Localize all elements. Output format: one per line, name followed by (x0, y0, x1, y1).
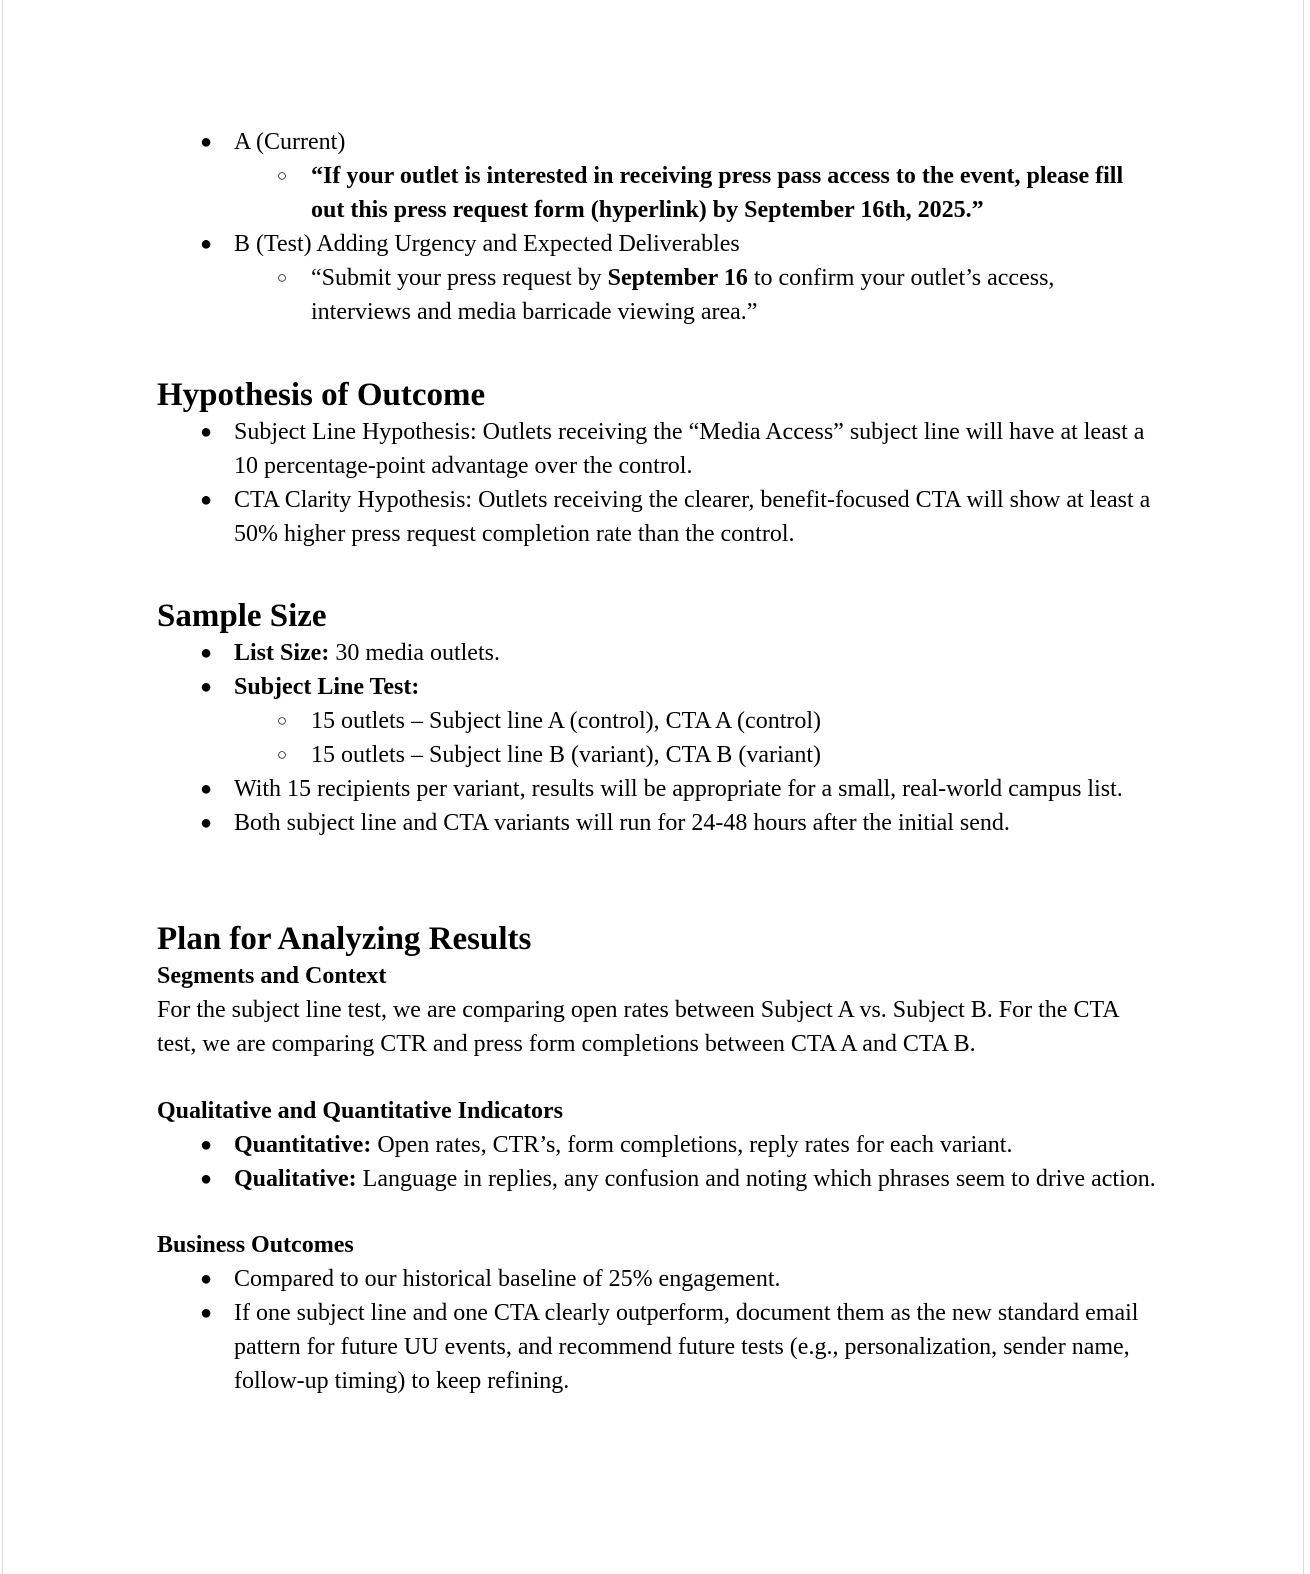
business-outcomes-heading: Business Outcomes (157, 1232, 354, 1258)
list-item (157, 483, 1157, 551)
variant-b-quote-end: to confirm your outlet’s access, interviews and media barricade viewing area.” (311, 265, 1055, 325)
list-size-value: 30 media outlets. (329, 640, 500, 666)
list-item (157, 1128, 1157, 1162)
bullet-icon: ● (199, 1302, 213, 1324)
duration-note: Both subject line and CTA variants will run for 24-48 hours after the initial send. (234, 810, 1010, 836)
list-item (157, 1262, 1157, 1296)
bullet-icon: ● (199, 421, 213, 443)
indicators-heading: Qualitative and Quantitative Indicators (157, 1098, 564, 1124)
variant-b-sublist (234, 261, 1157, 329)
standard-pattern-outcome: If one subject line and one CTA clearly outperform, document them as the new standard email pattern for future UU events, and recommend future tests (e.g., personalization, sender name, follow-up timing) to keep refining. (234, 1300, 1139, 1394)
list-item (157, 1296, 1157, 1398)
variant-a-label: A (Current) (234, 129, 346, 155)
list-item (157, 415, 1157, 483)
variant-a-quote: “If your outlet is interested in receiving press pass access to the event, please fill out this press request form (hyperlink) by September 16th, 2025.” (311, 163, 1124, 223)
bullet-icon: ● (199, 642, 213, 664)
bullet-icon: ● (199, 233, 213, 255)
list-item (234, 704, 1157, 738)
list-item (157, 806, 1157, 840)
segments-text: For the subject line test, we are comparing open rates between Subject A vs. Subject B. For the CTA test, we are comparing CTR and press form completions between CTA A and CTA B. (157, 997, 1119, 1057)
bullet-icon: ● (199, 1168, 213, 1190)
subject-line-test-label: Subject Line Test: (234, 674, 420, 700)
bullet-icon: ● (199, 778, 213, 800)
list-size-label: List Size: (234, 640, 330, 666)
sample-size-list (157, 636, 1157, 840)
bullet-icon: ● (199, 676, 213, 698)
variant-b-quote-start: “Submit your press request by (311, 265, 608, 291)
hollow-bullet-icon: ○ (276, 711, 288, 730)
split-group-b: 15 outlets – Subject line B (variant), CTA B (variant) (311, 742, 821, 768)
sample-size-heading: Sample Size (157, 598, 327, 634)
list-item (157, 125, 1157, 227)
variant-b-label: B (Test) Adding Urgency and Expected Deliverables (234, 231, 740, 257)
list-item (157, 1162, 1157, 1196)
recipients-note: With 15 recipients per variant, results will be appropriate for a small, real-world campus list. (234, 776, 1123, 802)
hypothesis-heading: Hypothesis of Outcome (157, 377, 486, 413)
document-body (157, 125, 1157, 1398)
list-item (157, 636, 1157, 670)
list-item (157, 772, 1157, 806)
bullet-icon: ● (199, 812, 213, 834)
hollow-bullet-icon: ○ (276, 166, 288, 185)
bullet-icon: ● (199, 1134, 213, 1156)
hypothesis-subject-line: Subject Line Hypothesis: Outlets receiving the “Media Access” subject line will have at least a 10 percentage-point advantage over the control. (234, 419, 1145, 479)
list-item (157, 670, 1157, 772)
hollow-bullet-icon: ○ (276, 745, 288, 764)
variant-list (157, 125, 1157, 329)
bullet-icon: ● (199, 489, 213, 511)
list-item (234, 159, 1157, 227)
hypothesis-cta: CTA Clarity Hypothesis: Outlets receiving the clearer, benefit-focused CTA will show at least a 50% higher press request completion rate than the control. (234, 487, 1151, 547)
analysis-heading: Plan for Analyzing Results (157, 921, 532, 957)
business-outcomes-list (157, 1262, 1157, 1398)
variant-b-quote-date: September 16 (607, 265, 748, 291)
qualitative-label: Qualitative: (234, 1166, 357, 1192)
split-group-a: 15 outlets – Subject line A (control), CTA A (control) (311, 708, 822, 734)
qualitative-text: Language in replies, any confusion and noting which phrases seem to drive action. (356, 1166, 1156, 1192)
subject-line-test-sublist (234, 704, 1157, 772)
document-page (2, 0, 1304, 1574)
list-item (157, 227, 1157, 329)
list-item (234, 261, 1157, 329)
quantitative-text: Open rates, CTR’s, form completions, reply rates for each variant. (371, 1132, 1013, 1158)
hollow-bullet-icon: ○ (276, 268, 288, 287)
bullet-icon: ● (199, 1268, 213, 1290)
quantitative-label: Quantitative: (234, 1132, 372, 1158)
list-item (234, 738, 1157, 772)
bullet-icon: ● (199, 131, 213, 153)
hypothesis-list (157, 415, 1157, 551)
variant-a-sublist (234, 159, 1157, 227)
segments-heading: Segments and Context (157, 963, 387, 989)
indicators-list (157, 1128, 1157, 1196)
baseline-outcome: Compared to our historical baseline of 25% engagement. (234, 1266, 781, 1292)
